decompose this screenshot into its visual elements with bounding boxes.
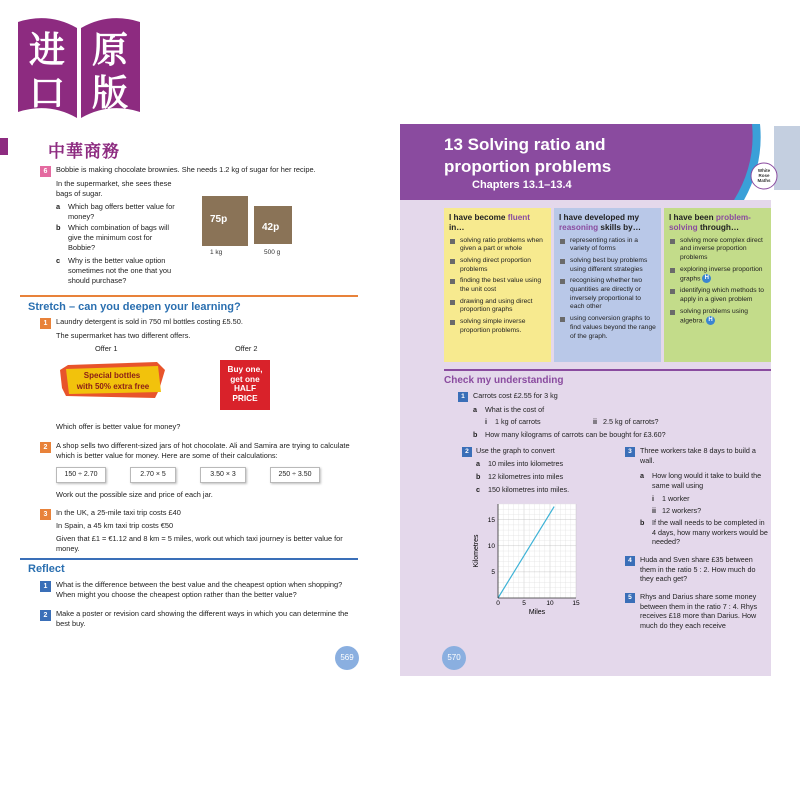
column-heading: I have developed my reasoning skills by…	[559, 213, 641, 233]
question-part-text: 150 kilometres into miles.	[488, 485, 570, 494]
column-item: exploring inverse proportion graphs H	[669, 266, 766, 285]
check-understanding-heading: Check my understanding	[444, 375, 564, 386]
calculation-card: 2.70 × 5	[130, 467, 176, 483]
column-item: identifying which methods to apply in a given problem	[669, 287, 766, 304]
part-label: a	[56, 202, 61, 211]
calculation-card: 150 ÷ 2.70	[56, 467, 106, 483]
bag-price: 75p	[210, 214, 228, 225]
offer-2-line-2: get one	[230, 373, 260, 384]
column-heading: I have become fluent in…	[449, 213, 531, 233]
section-divider	[444, 369, 771, 371]
question-part-text: How long would it take to build the same wall using	[652, 471, 762, 490]
part-label: b	[476, 472, 481, 481]
column-item: solving best buy problems using different strategies	[559, 257, 656, 274]
question-number: 3	[625, 447, 635, 457]
bag-weight: 1 kg	[210, 249, 223, 256]
question-text: Which offer is better value for money?	[56, 422, 181, 431]
question-text: Bobbie is making chocolate brownies. She needs 1.2 kg of sugar for her recipe.	[56, 165, 316, 174]
column-item: solving problems using algebra. H	[669, 308, 766, 327]
question-part-text: 10 miles into kilometres	[488, 459, 564, 468]
question-number: 1	[40, 318, 51, 329]
x-tick-label: 15	[572, 600, 580, 607]
column-item: drawing and using direct proportion graphs	[449, 298, 546, 315]
section-divider	[20, 558, 358, 560]
calculation-card: 3.50 × 3	[200, 467, 246, 483]
question-part-text: What is the cost of	[485, 405, 545, 414]
page-number: 570	[442, 646, 466, 670]
offer-1-banner	[60, 360, 165, 400]
logo-char-2: 原	[91, 30, 129, 71]
question-number: 2	[40, 610, 51, 621]
question-text: Rhys and Darius share some money between them in the ratio 7 : 4. Rhys receives £18 more than Darius. How much do they each receive	[640, 592, 758, 631]
column-item: solving more complex direct and inverse proportion problems	[669, 237, 766, 263]
higher-tier-icon: H	[706, 316, 715, 325]
reasoning-column	[554, 208, 661, 362]
section-heading-reflect: Reflect	[28, 563, 65, 575]
x-tick-label: 5	[522, 600, 526, 607]
question-text: Use the graph to convert	[476, 446, 555, 455]
badge-line-3: Maths	[757, 178, 771, 183]
logo-char-3: 口	[28, 73, 66, 114]
fluency-column	[444, 208, 551, 362]
page-edge-tab-left	[0, 138, 8, 155]
offer-label: Offer 2	[235, 344, 258, 353]
part-label: b	[56, 223, 61, 232]
part-label: c	[476, 485, 480, 494]
part-label: c	[56, 256, 61, 265]
part-label: i	[485, 417, 487, 426]
question-number: 4	[625, 556, 635, 566]
column-item: finding the best value using the unit cost	[449, 277, 546, 294]
column-item: using conversion graphs to find values beyond the range of the graph.	[559, 315, 656, 341]
offer-2-line-4: PRICE	[232, 392, 258, 403]
question-text: In the supermarket, she sees these bags of sugar.	[56, 179, 172, 198]
question-part-text: Which combination of bags will give the minimum cost for Bobbie?	[68, 223, 170, 252]
question-part-text: 12 workers?	[662, 506, 702, 515]
y-tick-label: 5	[491, 569, 495, 577]
publisher-name: 中華商務	[48, 142, 120, 162]
bag-weight: 500 g	[264, 249, 281, 256]
question-text: In the UK, a 25-mile taxi trip costs £40	[56, 508, 181, 517]
offer-2-badge	[220, 360, 270, 410]
offer-1-line-1: Special bottles	[83, 371, 141, 380]
question-text: What is the difference between the best value and the cheapest option when shopping? When might you choose the cheapest option rather than the better value?	[56, 580, 343, 599]
column-item: solving direct proportion problems	[449, 257, 546, 274]
logo-char-4: 版	[91, 73, 129, 114]
offer-1-line-2: with 50% extra free	[76, 382, 150, 391]
part-label: ii	[593, 417, 597, 426]
chapter-title-line-1: 13 Solving ratio and	[444, 135, 606, 154]
question-text: Work out the possible size and price of each jar.	[56, 490, 213, 499]
section-heading-stretch: Stretch – can you deepen your learning?	[28, 301, 241, 313]
question-number: 5	[625, 593, 635, 603]
part-label: ii	[652, 506, 656, 515]
section-divider	[20, 295, 358, 297]
question-part-text: Why is the better value option sometimes not the one that you should purchase?	[68, 256, 172, 285]
part-label: a	[640, 471, 644, 480]
left-page	[20, 160, 368, 676]
publisher-logo	[14, 14, 144, 126]
y-tick-label: 10	[487, 542, 495, 550]
part-label: a	[476, 459, 480, 468]
bag-price: 42p	[262, 222, 280, 233]
higher-tier-icon: H	[702, 274, 711, 283]
question-part-text: 12 kilometres into miles	[488, 472, 564, 481]
column-heading: I have been problem-solving through…	[669, 213, 751, 233]
question-part-text: 1 kg of carrots	[495, 417, 541, 426]
question-number: 2	[462, 447, 472, 457]
question-text: Carrots cost £2.55 for 3 kg	[473, 391, 558, 400]
question-text: Huda and Sven share £35 between them in the ratio 5 : 2. How much do they each get?	[640, 555, 756, 584]
x-axis-label: Miles	[528, 609, 546, 616]
offer-2-line-3: HALF	[233, 383, 257, 394]
logo-char-1: 进	[28, 30, 66, 71]
column-item: representing ratios in a variety of forms	[559, 237, 656, 254]
question-number: 2	[40, 442, 51, 453]
conversion-graph	[470, 500, 600, 618]
column-item: solving ratio problems when given a part or whole	[449, 237, 546, 254]
part-label: i	[652, 494, 654, 503]
white-rose-maths-logo	[750, 162, 778, 190]
question-part-text: 2.5 kg of carrots?	[603, 417, 659, 426]
question-part-text: 1 worker	[662, 494, 690, 503]
question-part-text: Which bag offers better value for money?	[68, 202, 175, 221]
part-label: b	[640, 518, 645, 527]
badge-line-2: Rose	[758, 173, 770, 178]
page-number: 569	[335, 646, 359, 670]
column-item: recognising whether two quantities are directly or inversely proportional to each other	[559, 277, 656, 312]
question-part-text: If the wall needs to be completed in 4 days, how many workers would be needed?	[652, 518, 768, 547]
chapter-title-line-2: proportion problems	[444, 157, 612, 176]
chapter-subtitle: Chapters 13.1–13.4	[472, 179, 572, 191]
question-number: 6	[40, 166, 51, 177]
part-label: a	[473, 405, 477, 414]
y-tick-label: 15	[487, 516, 495, 524]
x-tick-label: 0	[496, 600, 500, 607]
chapter-banner	[400, 124, 771, 200]
offer-label: Offer 1	[95, 344, 118, 353]
question-text: Given that £1 = €1.12 and 8 km = 5 miles, work out which taxi journey is better value for money.	[56, 534, 343, 553]
part-label: b	[473, 430, 478, 439]
question-text: A shop sells two different-sized jars of hot chocolate. Ali and Samira are trying to calculate which is better value for money. Here are some of their calculations:	[56, 441, 350, 460]
question-part-text: How many kilograms of carrots can be bought for £3.60?	[485, 430, 666, 439]
offer-2-line-1: Buy one,	[227, 364, 263, 374]
question-text: In Spain, a 45 km taxi trip costs €50	[56, 521, 174, 530]
x-tick-label: 10	[546, 600, 554, 607]
badge-line-1: White	[757, 168, 771, 173]
column-item: solving simple inverse proportion problems.	[449, 318, 546, 335]
right-page	[400, 124, 771, 676]
question-text: Make a poster or revision card showing the different ways in which you can determine the best buy.	[56, 609, 349, 628]
problem-solving-column	[664, 208, 771, 362]
question-number: 1	[40, 581, 51, 592]
y-axis-label: Kilometres	[473, 534, 480, 568]
question-text: Laundry detergent is sold in 750 ml bottles costing £5.50.	[56, 317, 243, 326]
question-text: Three workers take 8 days to build a wall.	[640, 446, 756, 465]
question-number: 1	[458, 392, 468, 402]
calculation-card: 250 ÷ 3.50	[270, 467, 320, 483]
question-number: 3	[40, 509, 51, 520]
question-text: The supermarket has two different offers.	[56, 331, 191, 340]
